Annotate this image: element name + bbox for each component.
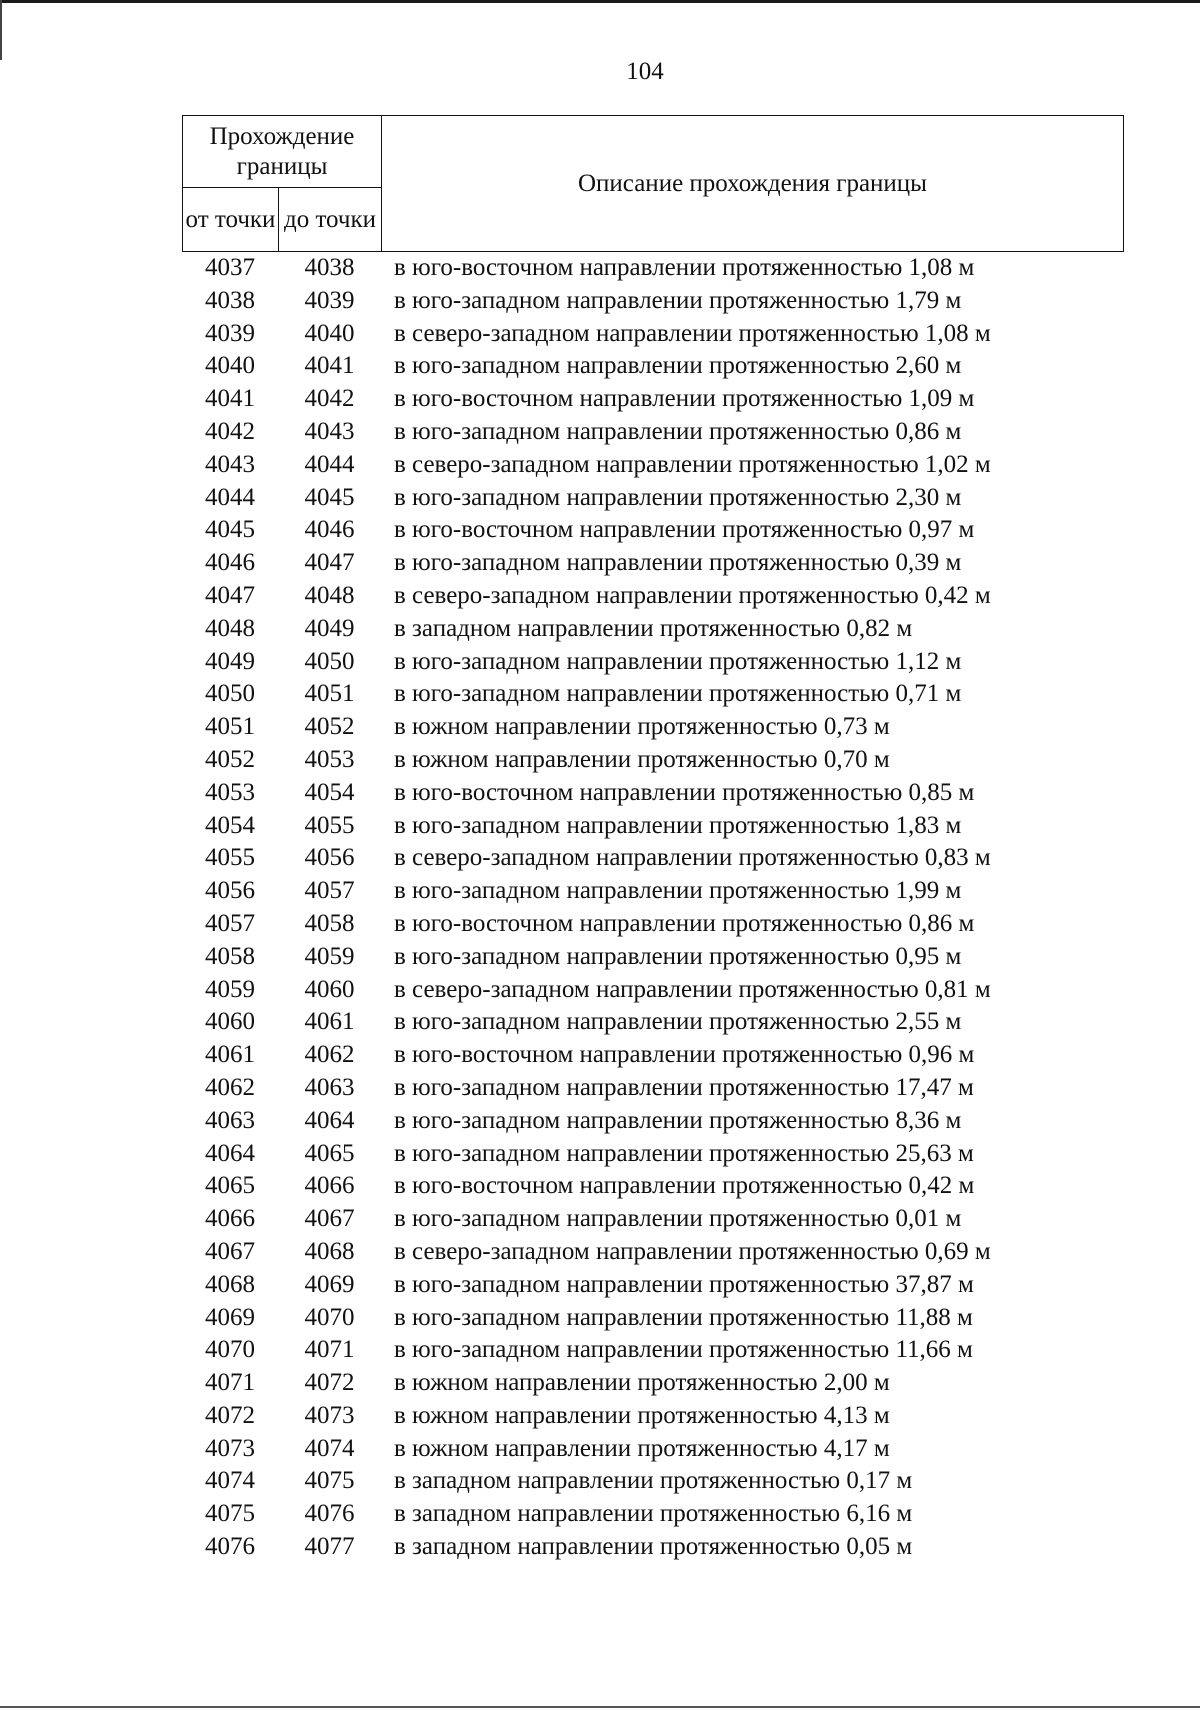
row-from-point: 4037 <box>205 254 255 281</box>
boundary-table-header <box>182 115 1124 252</box>
row-to-point: 4042 <box>304 385 355 413</box>
row-description: в юго-западном направлении протяженностью 2,60 м <box>394 352 962 380</box>
row-from-point: 4076 <box>205 1533 255 1561</box>
table-row <box>182 580 1124 613</box>
row-from-point: 4062 <box>205 1073 255 1101</box>
row-from-point: 4053 <box>205 778 255 806</box>
row-from-point: 4071 <box>205 1369 255 1397</box>
row-description: в северо-западном направлении протяженностью 0,81 м <box>394 975 991 1003</box>
row-to-point: 4061 <box>304 1008 355 1036</box>
row-to-point: 4057 <box>304 877 355 905</box>
page-number: 104 <box>626 58 664 85</box>
row-from-point: 4056 <box>205 877 255 905</box>
table-row <box>182 547 1124 580</box>
table-row <box>182 908 1124 941</box>
row-to-point: 4058 <box>304 909 355 937</box>
row-description: в западном направлении протяженностью 0,05 м <box>394 1533 913 1561</box>
row-from-point: 4042 <box>205 417 255 445</box>
row-from-point: 4074 <box>205 1467 255 1495</box>
table-row <box>182 941 1124 974</box>
table-row <box>182 350 1124 383</box>
row-to-point: 4071 <box>304 1336 355 1364</box>
row-description: в юго-западном направлении протяженностью 2,55 м <box>394 1008 962 1036</box>
row-to-point: 4065 <box>304 1139 355 1167</box>
row-description: в юго-западном направлении протяженностью 11,66 м <box>394 1336 973 1364</box>
table-row <box>182 1400 1124 1433</box>
table-row <box>182 1039 1124 1072</box>
table-row <box>182 285 1124 318</box>
row-description: в юго-западном направлении протяженностью 0,71 м <box>394 680 962 708</box>
table-row <box>182 1302 1124 1335</box>
row-from-point: 4066 <box>205 1205 255 1233</box>
row-from-point: 4059 <box>205 975 255 1003</box>
table-row <box>182 1072 1124 1105</box>
row-to-point: 4075 <box>304 1467 355 1495</box>
row-to-point: 4040 <box>304 319 355 347</box>
row-to-point: 4076 <box>304 1500 355 1528</box>
scan-top-edge <box>0 0 1200 3</box>
row-from-point: 4049 <box>205 647 255 675</box>
row-to-point: 4056 <box>304 844 355 872</box>
row-from-point: 4067 <box>205 1237 255 1265</box>
row-from-point: 4038 <box>205 286 255 314</box>
row-from-point: 4068 <box>205 1270 255 1298</box>
row-description: в южном направлении протяженностью 0,73 м <box>394 713 890 741</box>
row-description: в юго-западном направлении протяженностью 0,95 м <box>394 942 962 970</box>
row-description: в юго-западном направлении протяженностью 0,86 м <box>394 417 962 445</box>
row-to-point: 4072 <box>304 1369 355 1397</box>
row-to-point: 4039 <box>304 286 355 314</box>
row-to-point: 4048 <box>304 581 355 609</box>
row-from-point: 4044 <box>205 483 255 511</box>
row-to-point: 4055 <box>304 811 355 839</box>
table-row <box>182 1236 1124 1269</box>
header-to-cell: до точки <box>279 188 382 252</box>
table-row <box>182 514 1124 547</box>
row-description: в юго-западном направлении протяженностью 8,36 м <box>394 1106 962 1134</box>
table-row <box>182 678 1124 711</box>
row-from-point: 4075 <box>205 1500 255 1528</box>
table-row <box>182 1367 1124 1400</box>
scan-bottom-edge <box>0 1706 1200 1708</box>
table-row <box>182 1433 1124 1466</box>
row-to-point: 4069 <box>304 1270 355 1298</box>
row-from-point: 4050 <box>205 680 255 708</box>
table-row <box>182 1269 1124 1302</box>
row-description: в юго-восточном направлении протяженностью 0,96 м <box>394 1041 975 1069</box>
row-description: в южном направлении протяженностью 4,13 м <box>394 1401 890 1429</box>
row-from-point: 4040 <box>205 352 255 380</box>
table-row <box>182 416 1124 449</box>
row-from-point: 4051 <box>205 713 255 741</box>
row-to-point: 4045 <box>304 483 355 511</box>
row-description: в юго-западном направлении протяженностью 17,47 м <box>394 1073 974 1101</box>
row-from-point: 4063 <box>205 1106 255 1134</box>
row-description: в юго-западном направлении протяженностью 0,01 м <box>394 1205 962 1233</box>
row-to-point: 4068 <box>304 1237 355 1265</box>
row-from-point: 4057 <box>205 909 255 937</box>
row-description: в западном направлении протяженностью 6,16 м <box>394 1500 913 1528</box>
table-row <box>182 318 1124 351</box>
row-to-point: 4051 <box>304 680 355 708</box>
row-description: в северо-западном направлении протяженностью 1,02 м <box>394 450 991 478</box>
row-to-point: 4049 <box>304 614 355 642</box>
row-from-point: 4069 <box>205 1303 255 1331</box>
row-from-point: 4048 <box>205 614 255 642</box>
row-to-point: 4064 <box>304 1106 355 1134</box>
row-from-point: 4070 <box>205 1336 255 1364</box>
table-row <box>182 449 1124 482</box>
table-row <box>182 646 1124 679</box>
table-row <box>182 1498 1124 1531</box>
row-description: в юго-западном направлении протяженностью 25,63 м <box>394 1139 974 1167</box>
header-from-cell: от точки <box>183 188 279 252</box>
row-description: в юго-восточном направлении протяженностью 1,09 м <box>394 385 975 413</box>
row-from-point: 4055 <box>205 844 255 872</box>
row-description: в южном направлении протяженностью 2,00 м <box>394 1369 890 1397</box>
row-from-point: 4054 <box>205 811 255 839</box>
table-row <box>182 875 1124 908</box>
row-from-point: 4039 <box>205 319 255 347</box>
row-description: в юго-западном направлении протяженностью 0,39 м <box>394 549 962 577</box>
row-description: в юго-западном направлении протяженностью 11,88 м <box>394 1303 973 1331</box>
row-to-point: 4074 <box>304 1434 355 1462</box>
header-group-cell: Прохождение границы <box>183 116 382 188</box>
row-to-point: 4047 <box>304 549 355 577</box>
row-to-point: 4066 <box>304 1172 355 1200</box>
table-row <box>182 1170 1124 1203</box>
header-description-cell: Описание прохождения границы <box>382 116 1124 252</box>
row-to-point: 4073 <box>304 1401 355 1429</box>
row-to-point: 4041 <box>304 352 355 380</box>
row-description: в юго-западном направлении протяженностью 1,79 м <box>394 286 962 314</box>
table-row <box>182 252 1124 285</box>
table-row <box>182 482 1124 515</box>
table-row <box>182 744 1124 777</box>
row-to-point: 4054 <box>304 778 355 806</box>
row-from-point: 4064 <box>205 1139 255 1167</box>
row-description: в юго-западном направлении протяженностью 2,30 м <box>394 483 962 511</box>
table-row <box>182 711 1124 744</box>
table-row <box>182 1334 1124 1367</box>
row-description: в юго-восточном направлении протяженностью 0,42 м <box>394 1172 975 1200</box>
row-from-point: 4052 <box>205 745 255 773</box>
row-from-point: 4058 <box>205 942 255 970</box>
row-to-point: 4038 <box>304 254 355 281</box>
row-description: в юго-восточном направлении протяженностью 0,85 м <box>394 778 975 806</box>
row-description: в юго-восточном направлении протяженностью 0,86 м <box>394 909 975 937</box>
table-row <box>182 1006 1124 1039</box>
row-description: в южном направлении протяженностью 0,70 м <box>394 745 890 773</box>
row-to-point: 4077 <box>304 1533 355 1561</box>
table-row <box>182 777 1124 810</box>
row-to-point: 4059 <box>304 942 355 970</box>
row-from-point: 4043 <box>205 450 255 478</box>
row-description: в северо-западном направлении протяженностью 0,83 м <box>394 844 991 872</box>
row-to-point: 4052 <box>304 713 355 741</box>
row-from-point: 4046 <box>205 549 255 577</box>
table-row <box>182 810 1124 843</box>
row-to-point: 4063 <box>304 1073 355 1101</box>
row-to-point: 4043 <box>304 417 355 445</box>
table-row <box>182 974 1124 1007</box>
table-row <box>182 1465 1124 1498</box>
row-description: в юго-западном направлении протяженностью 1,99 м <box>394 877 962 905</box>
row-description: в северо-западном направлении протяженностью 0,42 м <box>394 581 991 609</box>
row-description: в юго-восточном направлении протяженностью 0,97 м <box>394 516 975 544</box>
table-row <box>182 383 1124 416</box>
row-description: в южном направлении протяженностью 4,17 м <box>394 1434 890 1462</box>
table-row <box>182 1138 1124 1171</box>
row-from-point: 4061 <box>205 1041 255 1069</box>
row-from-point: 4041 <box>205 385 255 413</box>
row-description: в юго-западном направлении протяженностью 1,83 м <box>394 811 962 839</box>
row-from-point: 4045 <box>205 516 255 544</box>
row-to-point: 4070 <box>304 1303 355 1331</box>
row-description: в северо-западном направлении протяженностью 1,08 м <box>394 319 991 347</box>
row-to-point: 4060 <box>304 975 355 1003</box>
row-description: в северо-западном направлении протяженностью 0,69 м <box>394 1237 991 1265</box>
row-from-point: 4073 <box>205 1434 255 1462</box>
row-from-point: 4065 <box>205 1172 255 1200</box>
table-row <box>182 1531 1124 1564</box>
row-description: в юго-восточном направлении протяженностью 1,08 м <box>394 254 975 281</box>
row-description: в западном направлении протяженностью 0,82 м <box>394 614 913 642</box>
row-description: в западном направлении протяженностью 0,17 м <box>394 1467 913 1495</box>
table-row <box>182 1105 1124 1138</box>
row-to-point: 4046 <box>304 516 355 544</box>
row-to-point: 4067 <box>304 1205 355 1233</box>
table-row <box>182 613 1124 646</box>
scan-left-edge <box>0 0 2 60</box>
row-description: в юго-западном направлении протяженностью 37,87 м <box>394 1270 974 1298</box>
row-from-point: 4060 <box>205 1008 255 1036</box>
boundary-table-body <box>182 252 1124 1564</box>
row-from-point: 4072 <box>205 1401 255 1429</box>
row-to-point: 4044 <box>304 450 355 478</box>
row-description: в юго-западном направлении протяженностью 1,12 м <box>394 647 962 675</box>
row-from-point: 4047 <box>205 581 255 609</box>
row-to-point: 4050 <box>304 647 355 675</box>
table-row <box>182 1203 1124 1236</box>
table-row <box>182 842 1124 875</box>
row-to-point: 4053 <box>304 745 355 773</box>
row-to-point: 4062 <box>304 1041 355 1069</box>
